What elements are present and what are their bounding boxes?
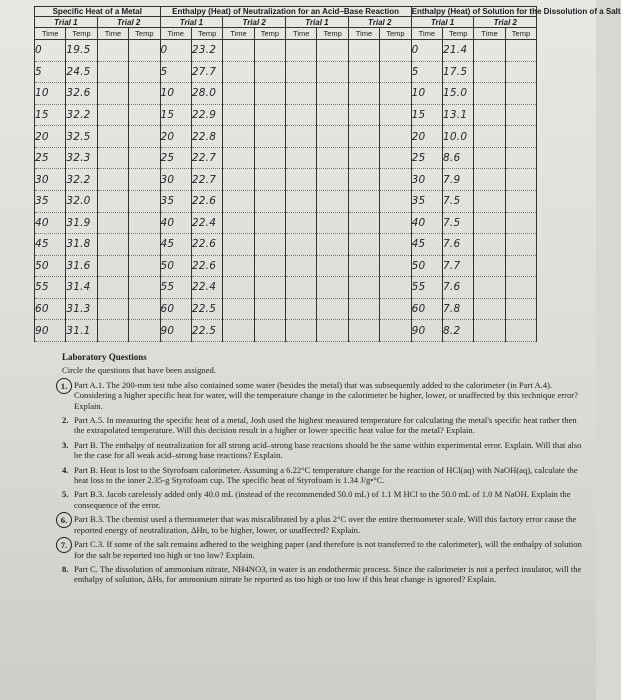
table-cell: 23.2 bbox=[191, 40, 222, 62]
trial-header: Trial 2 bbox=[223, 17, 286, 28]
table-cell bbox=[505, 61, 536, 83]
table-cell: 7.5 bbox=[443, 190, 474, 212]
table-cell: 55 bbox=[35, 277, 66, 299]
table-cell: 25 bbox=[411, 147, 442, 169]
table-cell: 40 bbox=[411, 212, 442, 234]
table-cell: 7.9 bbox=[443, 169, 474, 191]
table-cell: 32.0 bbox=[66, 190, 97, 212]
table-cell bbox=[348, 147, 379, 169]
time-column-header: Time bbox=[160, 28, 191, 40]
table-cell: 31.8 bbox=[66, 234, 97, 256]
table-cell: 32.5 bbox=[66, 126, 97, 148]
table-row bbox=[35, 212, 537, 234]
table-cell: 7.5 bbox=[443, 212, 474, 234]
temp-column-header: Temp bbox=[66, 28, 97, 40]
table-cell bbox=[380, 212, 411, 234]
table-cell bbox=[348, 83, 379, 105]
table-cell: 60 bbox=[411, 298, 442, 320]
question-number: 7. bbox=[56, 537, 72, 553]
table-cell bbox=[380, 255, 411, 277]
table-cell bbox=[348, 104, 379, 126]
table-row bbox=[35, 190, 537, 212]
table-cell bbox=[505, 255, 536, 277]
table-cell bbox=[348, 255, 379, 277]
trial-header: Trial 2 bbox=[348, 17, 411, 28]
table-cell bbox=[474, 320, 505, 342]
table-cell bbox=[129, 126, 160, 148]
question-item bbox=[62, 465, 582, 486]
table-cell: 15.0 bbox=[443, 83, 474, 105]
table-cell bbox=[505, 83, 536, 105]
table-cell bbox=[317, 234, 348, 256]
question-item bbox=[62, 514, 582, 535]
table-cell bbox=[317, 126, 348, 148]
table-cell bbox=[380, 104, 411, 126]
table-cell bbox=[129, 40, 160, 62]
question-number: 2. bbox=[62, 415, 69, 426]
table-cell bbox=[380, 277, 411, 299]
table-cell bbox=[254, 190, 285, 212]
table-cell bbox=[474, 83, 505, 105]
trial-header: Trial 1 bbox=[286, 17, 349, 28]
table-cell bbox=[129, 83, 160, 105]
table-cell bbox=[129, 255, 160, 277]
table-cell: 22.7 bbox=[191, 169, 222, 191]
table-row bbox=[35, 169, 537, 191]
table-cell: 25 bbox=[160, 147, 191, 169]
table-cell: 50 bbox=[160, 255, 191, 277]
table-cell: 10 bbox=[411, 83, 442, 105]
table-cell: 22.8 bbox=[191, 126, 222, 148]
trial-header: Trial 2 bbox=[97, 17, 160, 28]
table-cell: 20 bbox=[411, 126, 442, 148]
table-cell: 50 bbox=[411, 255, 442, 277]
group-specific-heat: Specific Heat of a Metal bbox=[35, 7, 161, 17]
table-row bbox=[35, 320, 537, 342]
group-neutralization: Enthalpy (Heat) of Neutralization for an Acid–Base Reaction bbox=[160, 7, 411, 17]
table-cell: 45 bbox=[35, 234, 66, 256]
table-cell: 31.6 bbox=[66, 255, 97, 277]
table-cell bbox=[348, 190, 379, 212]
table-cell: 5 bbox=[35, 61, 66, 83]
time-column-header: Time bbox=[97, 28, 128, 40]
table-cell bbox=[317, 277, 348, 299]
table-cell: 20 bbox=[160, 126, 191, 148]
temp-column-header: Temp bbox=[129, 28, 160, 40]
table-cell bbox=[348, 298, 379, 320]
table-cell bbox=[97, 190, 128, 212]
question-text: Part A.5. In measuring the specific heat of a metal, Josh used the highest measured temperature for calculating the metal's specific heat rather then the extrapolated temperature. Will this decision result in a higher or lower specific heat value for the metal? Explain. bbox=[74, 415, 577, 436]
table-cell bbox=[505, 277, 536, 299]
table-cell bbox=[223, 126, 254, 148]
table-cell bbox=[380, 61, 411, 83]
table-cell: 24.5 bbox=[66, 61, 97, 83]
laboratory-questions bbox=[62, 352, 582, 589]
table-cell bbox=[317, 147, 348, 169]
table-cell bbox=[97, 234, 128, 256]
table-cell: 19.5 bbox=[66, 40, 97, 62]
table-cell bbox=[286, 320, 317, 342]
table-cell bbox=[254, 169, 285, 191]
table-cell: 22.5 bbox=[191, 298, 222, 320]
table-cell bbox=[129, 320, 160, 342]
table-cell: 90 bbox=[35, 320, 66, 342]
table-cell bbox=[129, 190, 160, 212]
table-cell bbox=[223, 298, 254, 320]
table-cell bbox=[348, 169, 379, 191]
question-item bbox=[62, 489, 582, 510]
table-cell: 28.0 bbox=[191, 83, 222, 105]
table-cell bbox=[380, 169, 411, 191]
table-cell bbox=[348, 61, 379, 83]
table-cell bbox=[348, 126, 379, 148]
table-cell: 55 bbox=[160, 277, 191, 299]
table-cell bbox=[254, 277, 285, 299]
table-cell: 17.5 bbox=[443, 61, 474, 83]
table-cell bbox=[286, 61, 317, 83]
table-cell bbox=[348, 277, 379, 299]
table-cell bbox=[317, 255, 348, 277]
questions-instruction: Circle the questions that have been assigned. bbox=[62, 365, 216, 376]
table-cell: 7.6 bbox=[443, 234, 474, 256]
table-cell: 8.6 bbox=[443, 147, 474, 169]
table-cell bbox=[129, 212, 160, 234]
table-cell: 20 bbox=[35, 126, 66, 148]
table-cell bbox=[223, 190, 254, 212]
table-cell bbox=[317, 83, 348, 105]
table-cell: 5 bbox=[160, 61, 191, 83]
question-text: Part C.3. If some of the salt remains adhered to the weighing paper (and therefore is not transferred to the calorimeter), will the enthalpy of solution for the salt be reported too high or too low? Explain. bbox=[74, 539, 582, 560]
table-cell: 31.4 bbox=[66, 277, 97, 299]
table-cell bbox=[97, 147, 128, 169]
table-cell: 8.2 bbox=[443, 320, 474, 342]
question-text: Part A.1. The 200-mm test tube also contained some water (besides the metal) that was subsequently added to the calorimeter (in Part A.4). Considering a higher specific heat for water, will the temperature change in the calorimeter be higher, lower, or unaffected by this technique error? Explain. bbox=[74, 379, 578, 411]
table-cell: 7.8 bbox=[443, 298, 474, 320]
table-cell: 10 bbox=[160, 83, 191, 105]
temp-column-header: Temp bbox=[191, 28, 222, 40]
table-cell bbox=[223, 234, 254, 256]
table-cell: 90 bbox=[160, 320, 191, 342]
table-cell bbox=[474, 234, 505, 256]
table-cell: 25 bbox=[35, 147, 66, 169]
temp-column-header: Temp bbox=[317, 28, 348, 40]
table-cell bbox=[97, 212, 128, 234]
table-cell bbox=[129, 61, 160, 83]
table-row bbox=[35, 61, 537, 83]
table-cell bbox=[286, 298, 317, 320]
table-cell bbox=[505, 104, 536, 126]
table-cell bbox=[474, 126, 505, 148]
table-cell: 10.0 bbox=[443, 126, 474, 148]
question-item bbox=[62, 415, 582, 436]
question-number: 3. bbox=[62, 439, 69, 450]
table-cell bbox=[317, 190, 348, 212]
question-list bbox=[62, 380, 582, 585]
table-cell bbox=[380, 147, 411, 169]
table-row bbox=[35, 40, 537, 62]
table-row bbox=[35, 126, 537, 148]
table-cell bbox=[505, 169, 536, 191]
table-cell bbox=[474, 147, 505, 169]
table-cell bbox=[317, 61, 348, 83]
table-cell bbox=[254, 104, 285, 126]
time-column-header: Time bbox=[474, 28, 505, 40]
table-cell bbox=[505, 40, 536, 62]
question-item bbox=[62, 440, 582, 461]
table-cell bbox=[97, 126, 128, 148]
temp-column-header: Temp bbox=[505, 28, 536, 40]
question-number: 6. bbox=[56, 512, 72, 528]
table-cell bbox=[474, 255, 505, 277]
table-cell bbox=[129, 169, 160, 191]
table-cell bbox=[97, 255, 128, 277]
data-table-body bbox=[35, 40, 537, 342]
table-cell bbox=[286, 190, 317, 212]
table-cell bbox=[97, 61, 128, 83]
table-cell: 22.5 bbox=[191, 320, 222, 342]
time-column-header: Time bbox=[223, 28, 254, 40]
table-cell bbox=[254, 212, 285, 234]
table-row bbox=[35, 277, 537, 299]
table-cell bbox=[223, 277, 254, 299]
table-cell bbox=[380, 298, 411, 320]
table-cell bbox=[505, 190, 536, 212]
table-cell bbox=[474, 40, 505, 62]
question-text: Part B. Heat is lost to the Styrofoam calorimeter. Assuming a 6.22°C temperature change for the reaction of HCl(aq) with NaOH(aq), calculate the heat loss to the inner 2.35-g Styrofoam cup. The specific heat of Styrofoam is 1.34 J/g•°C. bbox=[74, 464, 578, 486]
table-cell bbox=[254, 61, 285, 83]
table-cell: 32.2 bbox=[66, 169, 97, 191]
table-cell bbox=[97, 83, 128, 105]
table-cell bbox=[223, 83, 254, 105]
table-cell: 50 bbox=[35, 255, 66, 277]
table-cell bbox=[286, 234, 317, 256]
table-cell: 13.1 bbox=[443, 104, 474, 126]
table-cell: 22.6 bbox=[191, 255, 222, 277]
table-cell bbox=[317, 320, 348, 342]
table-cell: 32.3 bbox=[66, 147, 97, 169]
table-cell bbox=[474, 169, 505, 191]
table-cell bbox=[474, 61, 505, 83]
table-cell bbox=[505, 298, 536, 320]
table-cell bbox=[348, 234, 379, 256]
table-cell bbox=[286, 212, 317, 234]
table-row bbox=[35, 104, 537, 126]
table-cell: 60 bbox=[35, 298, 66, 320]
table-cell: 32.6 bbox=[66, 83, 97, 105]
table-cell bbox=[474, 298, 505, 320]
table-cell bbox=[129, 104, 160, 126]
table-cell bbox=[317, 298, 348, 320]
question-number: 1. bbox=[56, 378, 72, 394]
table-row bbox=[35, 298, 537, 320]
question-text: Part C. The dissolution of ammonium nitrate, NH4NO3, in water is an endothermic process. Since the calorimeter is not a perfect insulator, will the enthalpy of solution, ΔHs, for ammonium nitrate be reported as too high or too low if this heat change is ignored? Explain. bbox=[74, 563, 582, 585]
table-cell bbox=[286, 104, 317, 126]
table-cell bbox=[348, 320, 379, 342]
table-cell bbox=[223, 169, 254, 191]
question-item bbox=[62, 539, 582, 560]
table-cell bbox=[474, 190, 505, 212]
table-cell bbox=[223, 147, 254, 169]
table-cell bbox=[97, 104, 128, 126]
table-cell bbox=[474, 277, 505, 299]
temp-column-header: Temp bbox=[254, 28, 285, 40]
table-cell bbox=[286, 255, 317, 277]
table-cell: 45 bbox=[411, 234, 442, 256]
trial-header: Trial 1 bbox=[411, 17, 474, 28]
table-cell: 15 bbox=[160, 104, 191, 126]
question-number: 8. bbox=[62, 563, 69, 574]
column-header-row bbox=[35, 28, 537, 40]
table-cell bbox=[254, 40, 285, 62]
table-cell: 35 bbox=[35, 190, 66, 212]
table-cell bbox=[97, 320, 128, 342]
table-cell: 30 bbox=[411, 169, 442, 191]
table-cell bbox=[317, 169, 348, 191]
table-cell bbox=[223, 212, 254, 234]
table-cell bbox=[505, 320, 536, 342]
table-cell bbox=[505, 147, 536, 169]
question-item bbox=[62, 564, 582, 585]
time-column-header: Time bbox=[35, 28, 66, 40]
time-column-header: Time bbox=[286, 28, 317, 40]
data-table bbox=[34, 6, 621, 342]
table-cell bbox=[254, 298, 285, 320]
table-cell: 5 bbox=[411, 61, 442, 83]
table-cell: 15 bbox=[411, 104, 442, 126]
table-cell: 0 bbox=[35, 40, 66, 62]
table-cell bbox=[286, 83, 317, 105]
table-cell: 22.7 bbox=[191, 147, 222, 169]
table-cell bbox=[380, 83, 411, 105]
table-cell: 35 bbox=[160, 190, 191, 212]
table-cell: 60 bbox=[160, 298, 191, 320]
time-column-header: Time bbox=[348, 28, 379, 40]
table-cell bbox=[317, 40, 348, 62]
table-cell bbox=[286, 147, 317, 169]
table-cell bbox=[223, 320, 254, 342]
question-number: 5. bbox=[62, 489, 69, 500]
table-cell bbox=[254, 83, 285, 105]
table-cell bbox=[223, 40, 254, 62]
question-text: Part B.3. The chemist used a thermometer that was miscalibrated by a plus 2°C over the entire thermometer scale. Will this factory error cause the reported energy of neutralization, ΔHn, to be higher, lower, or unaffected? Explain. bbox=[74, 514, 577, 535]
table-cell: 22.4 bbox=[191, 212, 222, 234]
table-cell: 22.6 bbox=[191, 190, 222, 212]
table-cell bbox=[317, 104, 348, 126]
table-cell bbox=[474, 212, 505, 234]
question-text: Part B. The enthalpy of neutralization for all strong acid–strong base reactions should be the same within experimental error. Explain. Will that also be the case for all weak acid–strong base reactions? Explain. bbox=[74, 439, 582, 461]
table-cell: 40 bbox=[35, 212, 66, 234]
table-cell bbox=[223, 61, 254, 83]
table-cell: 22.9 bbox=[191, 104, 222, 126]
question-item bbox=[62, 380, 582, 411]
table-cell bbox=[286, 169, 317, 191]
table-cell: 35 bbox=[411, 190, 442, 212]
table-cell: 45 bbox=[160, 234, 191, 256]
table-cell bbox=[505, 126, 536, 148]
table-cell: 10 bbox=[35, 83, 66, 105]
table-cell bbox=[380, 40, 411, 62]
table-cell bbox=[254, 320, 285, 342]
table-cell: 30 bbox=[160, 169, 191, 191]
table-cell bbox=[223, 104, 254, 126]
table-cell bbox=[129, 298, 160, 320]
table-cell bbox=[505, 212, 536, 234]
trial-header: Trial 1 bbox=[35, 17, 98, 28]
table-cell: 27.7 bbox=[191, 61, 222, 83]
table-cell bbox=[97, 169, 128, 191]
trial-header: Trial 2 bbox=[474, 17, 537, 28]
temp-column-header: Temp bbox=[443, 28, 474, 40]
table-cell bbox=[254, 255, 285, 277]
table-cell bbox=[286, 40, 317, 62]
table-cell: 0 bbox=[411, 40, 442, 62]
table-cell: 40 bbox=[160, 212, 191, 234]
table-row bbox=[35, 147, 537, 169]
table-cell: 7.7 bbox=[443, 255, 474, 277]
table-cell bbox=[380, 126, 411, 148]
table-cell bbox=[348, 212, 379, 234]
table-cell bbox=[348, 40, 379, 62]
table-cell: 22.4 bbox=[191, 277, 222, 299]
table-cell: 15 bbox=[35, 104, 66, 126]
table-cell: 55 bbox=[411, 277, 442, 299]
table-cell bbox=[223, 255, 254, 277]
table-cell: 31.1 bbox=[66, 320, 97, 342]
table-cell bbox=[380, 190, 411, 212]
group-solution: Enthalpy (Heat) of Solution for the Dissolution of a Salt bbox=[411, 7, 621, 16]
table-cell: 22.6 bbox=[191, 234, 222, 256]
table-cell bbox=[254, 126, 285, 148]
table-cell: 0 bbox=[160, 40, 191, 62]
table-cell bbox=[129, 147, 160, 169]
table-cell bbox=[129, 234, 160, 256]
questions-heading: Laboratory Questions bbox=[62, 352, 147, 362]
table-cell: 31.3 bbox=[66, 298, 97, 320]
table-cell: 30 bbox=[35, 169, 66, 191]
question-text: Part B.3. Jacob carelessly added only 40.0 mL (instead of the recommended 50.0 mL) of 1.1 M HCl to the 50.0 mL of 1.0 M NaOH. Explain the consequence of the error. bbox=[74, 489, 571, 510]
table-row bbox=[35, 255, 537, 277]
table-cell bbox=[380, 234, 411, 256]
table-row bbox=[35, 83, 537, 105]
time-column-header: Time bbox=[411, 28, 442, 40]
trial-header: Trial 1 bbox=[160, 17, 223, 28]
table-cell bbox=[286, 126, 317, 148]
table-cell: 32.2 bbox=[66, 104, 97, 126]
table-cell bbox=[474, 104, 505, 126]
table-cell bbox=[97, 40, 128, 62]
table-cell: 7.6 bbox=[443, 277, 474, 299]
temp-column-header: Temp bbox=[380, 28, 411, 40]
table-cell bbox=[129, 277, 160, 299]
table-cell bbox=[97, 298, 128, 320]
table-cell: 21.4 bbox=[443, 40, 474, 62]
question-number: 4. bbox=[62, 464, 69, 475]
table-cell: 31.9 bbox=[66, 212, 97, 234]
table-cell: 90 bbox=[411, 320, 442, 342]
table-row bbox=[35, 234, 537, 256]
table-cell bbox=[380, 320, 411, 342]
table-cell bbox=[505, 234, 536, 256]
table-cell bbox=[286, 277, 317, 299]
table-cell bbox=[254, 147, 285, 169]
table-cell bbox=[254, 234, 285, 256]
table-cell bbox=[317, 212, 348, 234]
table-cell bbox=[97, 277, 128, 299]
